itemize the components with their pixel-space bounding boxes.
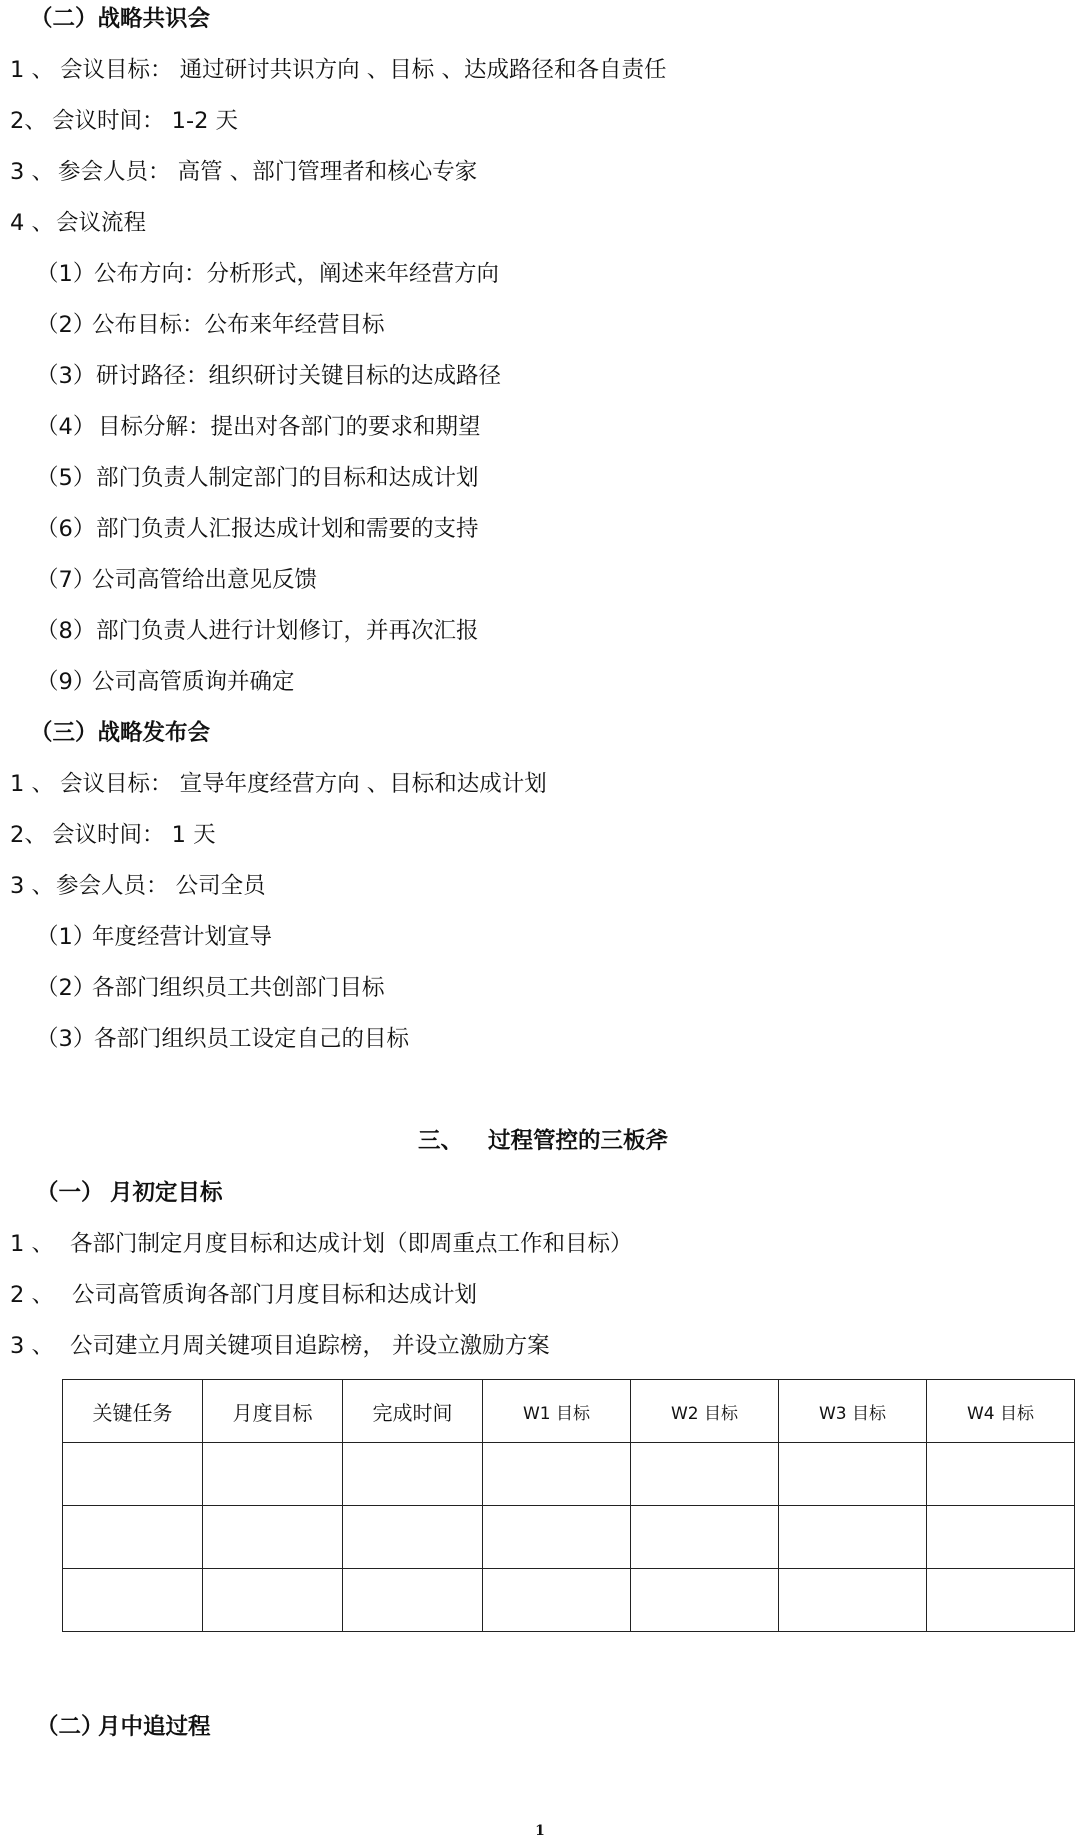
table-cell (343, 1443, 483, 1506)
table-cell (63, 1569, 203, 1632)
header-cell: 月度目标 (203, 1380, 343, 1443)
header-cell: 完成时间 (343, 1380, 483, 1443)
header-cell: W2 目标 (631, 1380, 779, 1443)
table-cell (927, 1569, 1075, 1632)
table-cell (631, 1443, 779, 1506)
header-cell: W1 目标 (483, 1380, 631, 1443)
table-cell (203, 1506, 343, 1569)
table-cell (63, 1506, 203, 1569)
table-cell (483, 1569, 631, 1632)
table-cell (63, 1443, 203, 1506)
chapter-number: 三、 (418, 1128, 464, 1154)
table-row (63, 1569, 1075, 1632)
table-cell (343, 1569, 483, 1632)
table-cell (483, 1443, 631, 1506)
table-cell (343, 1506, 483, 1569)
table-cell (779, 1443, 927, 1506)
table-header-row (63, 1380, 1075, 1443)
table-row (63, 1443, 1075, 1506)
table-cell (203, 1443, 343, 1506)
chapter-title-text: 过程管控的三板斧 (488, 1128, 669, 1154)
table-cell (203, 1569, 343, 1632)
table-row (63, 1506, 1075, 1569)
page-number: 1 (535, 1823, 545, 1839)
header-cell: W4 目标 (927, 1380, 1075, 1443)
chapter-title (0, 1126, 1080, 1156)
table-cell (779, 1569, 927, 1632)
header-cell: 关键任务 (63, 1380, 203, 1443)
table-cell (631, 1506, 779, 1569)
table-cell (927, 1506, 1075, 1569)
header-cell: W3 目标 (779, 1380, 927, 1443)
project-tracking-table (62, 1379, 1075, 1632)
table-cell (779, 1506, 927, 1569)
table-cell (483, 1506, 631, 1569)
document-page: （二）战略共识会 1 、 会议目标： 通过研讨共识方向 、目标 、达成路径和各自责任 2、 会议时间： 1-2 天 3 、 参会人员： 高管 、部门管理者和核心专家 4 、 会议流程 （1） 公布方向：分析形式，阐述来年经营方向 （2） 公布目标：公布来年经营目标 （3） 研讨路径：组织研讨关键目标的达成路径 （4） 目标分解：提出对各部门的要求和期望 （5） 部门负责人制定部门的目标和达成计划 （6） 部门负责人汇报达成计划和需要的支持 （7） 公司高管给出意见反馈 （8） 部门负责人进行计划修订，并再次汇报 （9） 公司高管质询并确定 （三）战略发布会 1 、 会议目标： 宣导年度经营方向 、目标和达成计划 2、 会议时间： 1 天 3 、 参会人员： 公司全员 （1） 年度经营计划宣导 （2） 各部门组织员工共创部门目标 （3） 各部门组织员工设定自己的目标 三、 过程管控的三板斧 （一） 月初定目标 1 、 各部门制定月度目标和达成计划（即周重点工作和目标） 2 、 公司高管质询各部门月度目标和达成计划 3 、 公司建立月周关键项目追踪榜， 并设立激励方案 关键任务 月度目标 完成时间 W1 目标 W2 目标 W3 目标 W4 目标 （二） 月中追过程 1 (0, 0, 1080, 1846)
table-cell (631, 1569, 779, 1632)
table-cell (927, 1443, 1075, 1506)
